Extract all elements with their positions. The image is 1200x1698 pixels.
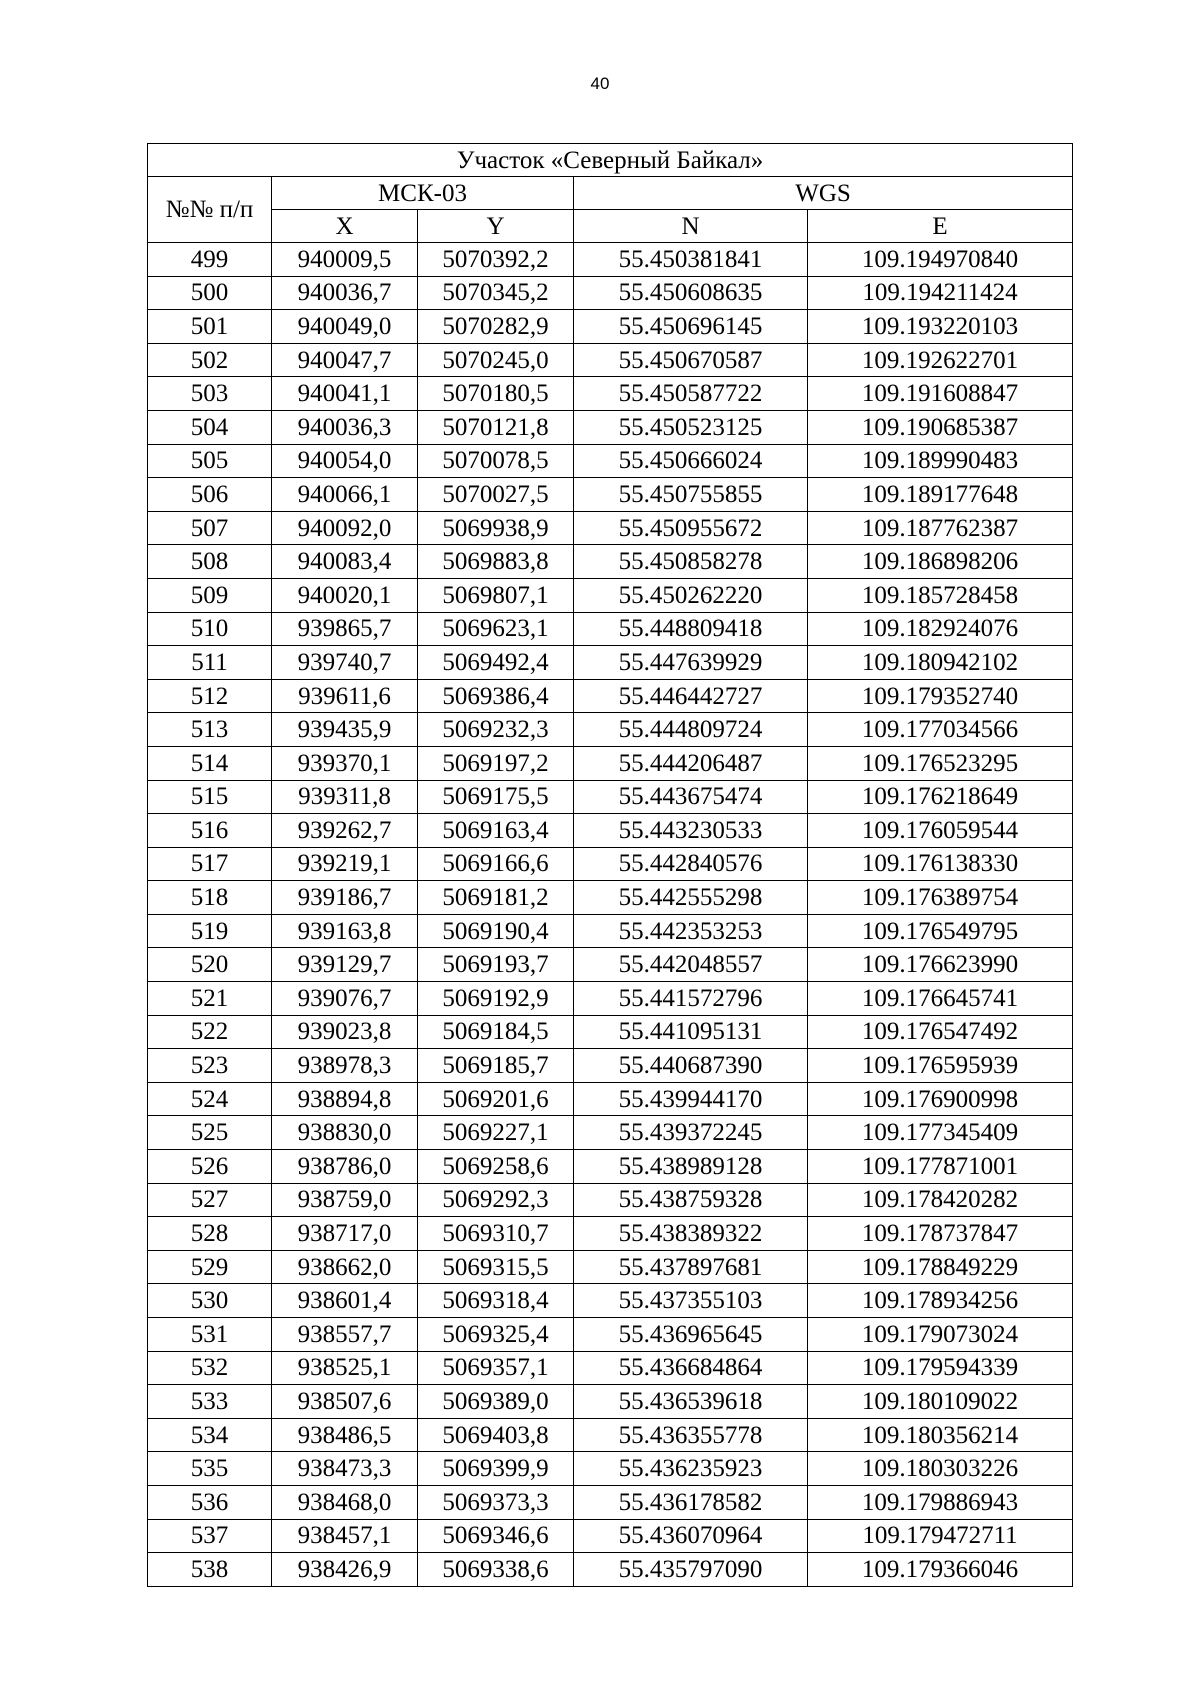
cell-e: 109.179352740 <box>808 679 1073 713</box>
cell-y: 5069193,7 <box>418 948 574 982</box>
cell-x: 938473,3 <box>272 1452 418 1486</box>
cell-x: 939865,7 <box>272 612 418 646</box>
cell-e: 109.176549795 <box>808 914 1073 948</box>
cell-x: 938759,0 <box>272 1183 418 1217</box>
cell-y: 5069175,5 <box>418 780 574 814</box>
cell-y: 5069357,1 <box>418 1351 574 1385</box>
table-row <box>148 1150 1073 1184</box>
cell-x: 939186,7 <box>272 881 418 915</box>
table-row <box>148 343 1073 377</box>
cell-n: 55.450587722 <box>574 377 808 411</box>
cell-number: 502 <box>148 343 272 377</box>
cell-y: 5069399,9 <box>418 1452 574 1486</box>
cell-e: 109.176595939 <box>808 1049 1073 1083</box>
cell-x: 939311,8 <box>272 780 418 814</box>
cell-e: 109.179594339 <box>808 1351 1073 1385</box>
cell-y: 5069192,9 <box>418 982 574 1016</box>
cell-y: 5069166,6 <box>418 847 574 881</box>
cell-x: 939611,6 <box>272 679 418 713</box>
cell-number: 510 <box>148 612 272 646</box>
cell-x: 940054,0 <box>272 444 418 478</box>
cell-e: 109.180356214 <box>808 1418 1073 1452</box>
cell-x: 938786,0 <box>272 1150 418 1184</box>
cell-x: 939370,1 <box>272 746 418 780</box>
table-row <box>148 746 1073 780</box>
cell-number: 515 <box>148 780 272 814</box>
cell-x: 940049,0 <box>272 310 418 344</box>
table-row <box>148 713 1073 747</box>
column-header-e: E <box>808 210 1073 243</box>
table-row <box>148 1385 1073 1419</box>
table-row <box>148 243 1073 277</box>
cell-number: 536 <box>148 1485 272 1519</box>
cell-x: 940083,4 <box>272 545 418 579</box>
table-row <box>148 1284 1073 1318</box>
cell-number: 507 <box>148 511 272 545</box>
cell-e: 109.179366046 <box>808 1553 1073 1587</box>
cell-n: 55.436235923 <box>574 1452 808 1486</box>
cell-y: 5069310,7 <box>418 1217 574 1251</box>
cell-n: 55.446442727 <box>574 679 808 713</box>
cell-number: 524 <box>148 1082 272 1116</box>
cell-y: 5069883,8 <box>418 545 574 579</box>
cell-y: 5069315,5 <box>418 1250 574 1284</box>
group-header-wgs: WGS <box>574 177 1073 210</box>
cell-y: 5069346,6 <box>418 1519 574 1553</box>
cell-n: 55.448809418 <box>574 612 808 646</box>
cell-n: 55.438989128 <box>574 1150 808 1184</box>
cell-number: 535 <box>148 1452 272 1486</box>
cell-n: 55.436539618 <box>574 1385 808 1419</box>
cell-e: 109.179886943 <box>808 1485 1073 1519</box>
cell-n: 55.444206487 <box>574 746 808 780</box>
cell-e: 109.180303226 <box>808 1452 1073 1486</box>
table-row <box>148 1250 1073 1284</box>
cell-n: 55.435797090 <box>574 1553 808 1587</box>
cell-n: 55.450955672 <box>574 511 808 545</box>
cell-y: 5069403,8 <box>418 1418 574 1452</box>
cell-number: 534 <box>148 1418 272 1452</box>
table-row <box>148 578 1073 612</box>
cell-number: 527 <box>148 1183 272 1217</box>
cell-y: 5069227,1 <box>418 1116 574 1150</box>
cell-n: 55.436965645 <box>574 1318 808 1352</box>
cell-number: 511 <box>148 646 272 680</box>
table-row <box>148 310 1073 344</box>
cell-e: 109.176059544 <box>808 814 1073 848</box>
column-header-number: №№ п/п <box>148 177 272 243</box>
cell-number: 519 <box>148 914 272 948</box>
cell-x: 938557,7 <box>272 1318 418 1352</box>
cell-n: 55.442840576 <box>574 847 808 881</box>
cell-n: 55.437355103 <box>574 1284 808 1318</box>
group-header-msk03: МСК-03 <box>272 177 574 210</box>
cell-e: 109.193220103 <box>808 310 1073 344</box>
cell-n: 55.438759328 <box>574 1183 808 1217</box>
cell-e: 109.179472711 <box>808 1519 1073 1553</box>
cell-e: 109.182924076 <box>808 612 1073 646</box>
cell-n: 55.437897681 <box>574 1250 808 1284</box>
cell-y: 5070282,9 <box>418 310 574 344</box>
cell-x: 940047,7 <box>272 343 418 377</box>
cell-number: 518 <box>148 881 272 915</box>
table-row <box>148 276 1073 310</box>
cell-x: 939219,1 <box>272 847 418 881</box>
cell-n: 55.443675474 <box>574 780 808 814</box>
cell-y: 5069338,6 <box>418 1553 574 1587</box>
cell-e: 109.194211424 <box>808 276 1073 310</box>
cell-e: 109.176623990 <box>808 948 1073 982</box>
cell-n: 55.444809724 <box>574 713 808 747</box>
cell-n: 55.439944170 <box>574 1082 808 1116</box>
cell-y: 5069386,4 <box>418 679 574 713</box>
cell-x: 938486,5 <box>272 1418 418 1452</box>
cell-number: 522 <box>148 1015 272 1049</box>
cell-e: 109.179073024 <box>808 1318 1073 1352</box>
table-row <box>148 914 1073 948</box>
cell-e: 109.177871001 <box>808 1150 1073 1184</box>
cell-y: 5069184,5 <box>418 1015 574 1049</box>
cell-e: 109.176900998 <box>808 1082 1073 1116</box>
cell-e: 109.178420282 <box>808 1183 1073 1217</box>
cell-x: 940092,0 <box>272 511 418 545</box>
cell-number: 530 <box>148 1284 272 1318</box>
cell-e: 109.192622701 <box>808 343 1073 377</box>
cell-y: 5069163,4 <box>418 814 574 848</box>
cell-e: 109.191608847 <box>808 377 1073 411</box>
cell-x: 938601,4 <box>272 1284 418 1318</box>
cell-x: 938830,0 <box>272 1116 418 1150</box>
table-row <box>148 881 1073 915</box>
cell-number: 532 <box>148 1351 272 1385</box>
cell-e: 109.180942102 <box>808 646 1073 680</box>
cell-e: 109.186898206 <box>808 545 1073 579</box>
cell-number: 531 <box>148 1318 272 1352</box>
table-row <box>148 1217 1073 1251</box>
cell-x: 939163,8 <box>272 914 418 948</box>
cell-e: 109.180109022 <box>808 1385 1073 1419</box>
cell-e: 109.178849229 <box>808 1250 1073 1284</box>
cell-x: 940036,3 <box>272 410 418 444</box>
column-header-x: X <box>272 210 418 243</box>
cell-e: 109.176138330 <box>808 847 1073 881</box>
cell-y: 5069807,1 <box>418 578 574 612</box>
cell-e: 109.177034566 <box>808 713 1073 747</box>
cell-n: 55.442353253 <box>574 914 808 948</box>
cell-number: 506 <box>148 478 272 512</box>
cell-number: 508 <box>148 545 272 579</box>
cell-x: 939023,8 <box>272 1015 418 1049</box>
cell-number: 505 <box>148 444 272 478</box>
cell-e: 109.177345409 <box>808 1116 1073 1150</box>
column-header-y: Y <box>418 210 574 243</box>
cell-y: 5070121,8 <box>418 410 574 444</box>
cell-n: 55.436070964 <box>574 1519 808 1553</box>
cell-y: 5069201,6 <box>418 1082 574 1116</box>
cell-y: 5069185,7 <box>418 1049 574 1083</box>
cell-n: 55.450696145 <box>574 310 808 344</box>
cell-x: 938457,1 <box>272 1519 418 1553</box>
table-body <box>148 243 1073 1587</box>
cell-n: 55.450858278 <box>574 545 808 579</box>
cell-e: 109.176218649 <box>808 780 1073 814</box>
cell-y: 5070392,2 <box>418 243 574 277</box>
cell-y: 5069389,0 <box>418 1385 574 1419</box>
table-row <box>148 1351 1073 1385</box>
cell-x: 938894,8 <box>272 1082 418 1116</box>
page-number: 40 <box>590 74 610 93</box>
cell-y: 5069197,2 <box>418 746 574 780</box>
cell-number: 504 <box>148 410 272 444</box>
cell-n: 55.450666024 <box>574 444 808 478</box>
cell-y: 5069181,2 <box>418 881 574 915</box>
cell-number: 528 <box>148 1217 272 1251</box>
cell-number: 525 <box>148 1116 272 1150</box>
cell-e: 109.185728458 <box>808 578 1073 612</box>
table-row <box>148 1318 1073 1352</box>
cell-number: 538 <box>148 1553 272 1587</box>
cell-y: 5070027,5 <box>418 478 574 512</box>
cell-x: 938525,1 <box>272 1351 418 1385</box>
coordinates-table <box>147 143 1073 1587</box>
cell-number: 526 <box>148 1150 272 1184</box>
table-row <box>148 1519 1073 1553</box>
cell-y: 5069292,3 <box>418 1183 574 1217</box>
cell-x: 940020,1 <box>272 578 418 612</box>
cell-n: 55.438389322 <box>574 1217 808 1251</box>
table-row <box>148 612 1073 646</box>
cell-n: 55.436355778 <box>574 1418 808 1452</box>
cell-x: 938468,0 <box>272 1485 418 1519</box>
table-row <box>148 1553 1073 1587</box>
cell-x: 938426,9 <box>272 1553 418 1587</box>
cell-number: 523 <box>148 1049 272 1083</box>
table-row <box>148 982 1073 1016</box>
cell-x: 939129,7 <box>272 948 418 982</box>
table-row <box>148 1082 1073 1116</box>
cell-number: 503 <box>148 377 272 411</box>
cell-n: 55.440687390 <box>574 1049 808 1083</box>
table-row <box>148 646 1073 680</box>
table-row <box>148 444 1073 478</box>
cell-y: 5069318,4 <box>418 1284 574 1318</box>
cell-y: 5070345,2 <box>418 276 574 310</box>
table-row <box>148 410 1073 444</box>
cell-n: 55.450755855 <box>574 478 808 512</box>
cell-y: 5070245,0 <box>418 343 574 377</box>
cell-number: 521 <box>148 982 272 1016</box>
cell-y: 5070180,5 <box>418 377 574 411</box>
table-row <box>148 377 1073 411</box>
cell-y: 5069373,3 <box>418 1485 574 1519</box>
cell-x: 940009,5 <box>272 243 418 277</box>
cell-n: 55.442048557 <box>574 948 808 982</box>
cell-n: 55.442555298 <box>574 881 808 915</box>
cell-n: 55.443230533 <box>574 814 808 848</box>
table-row <box>148 1452 1073 1486</box>
cell-n: 55.450381841 <box>574 243 808 277</box>
cell-e: 109.178934256 <box>808 1284 1073 1318</box>
cell-y: 5069492,4 <box>418 646 574 680</box>
table-row <box>148 847 1073 881</box>
cell-x: 940036,7 <box>272 276 418 310</box>
cell-x: 940066,1 <box>272 478 418 512</box>
cell-y: 5069938,9 <box>418 511 574 545</box>
cell-e: 109.176523295 <box>808 746 1073 780</box>
cell-n: 55.450608635 <box>574 276 808 310</box>
table-title: Участок «Северный Байкал» <box>148 144 1073 177</box>
cell-n: 55.436684864 <box>574 1351 808 1385</box>
cell-number: 499 <box>148 243 272 277</box>
cell-n: 55.441572796 <box>574 982 808 1016</box>
table-row <box>148 948 1073 982</box>
cell-n: 55.450670587 <box>574 343 808 377</box>
cell-number: 537 <box>148 1519 272 1553</box>
table-row <box>148 1015 1073 1049</box>
cell-number: 512 <box>148 679 272 713</box>
cell-e: 109.189177648 <box>808 478 1073 512</box>
table-row <box>148 679 1073 713</box>
cell-x: 940041,1 <box>272 377 418 411</box>
cell-x: 939740,7 <box>272 646 418 680</box>
cell-number: 501 <box>148 310 272 344</box>
cell-n: 55.439372245 <box>574 1116 808 1150</box>
cell-e: 109.194970840 <box>808 243 1073 277</box>
cell-number: 513 <box>148 713 272 747</box>
cell-number: 520 <box>148 948 272 982</box>
cell-number: 516 <box>148 814 272 848</box>
cell-y: 5070078,5 <box>418 444 574 478</box>
cell-x: 939076,7 <box>272 982 418 1016</box>
table-row <box>148 545 1073 579</box>
cell-e: 109.189990483 <box>808 444 1073 478</box>
cell-e: 109.176547492 <box>808 1015 1073 1049</box>
cell-y: 5069190,4 <box>418 914 574 948</box>
table-row <box>148 1116 1073 1150</box>
cell-e: 109.176645741 <box>808 982 1073 1016</box>
cell-number: 529 <box>148 1250 272 1284</box>
cell-number: 514 <box>148 746 272 780</box>
cell-x: 938507,6 <box>272 1385 418 1419</box>
cell-e: 109.190685387 <box>808 410 1073 444</box>
table-row <box>148 1049 1073 1083</box>
cell-e: 109.178737847 <box>808 1217 1073 1251</box>
cell-number: 517 <box>148 847 272 881</box>
cell-x: 938717,0 <box>272 1217 418 1251</box>
cell-x: 939262,7 <box>272 814 418 848</box>
cell-y: 5069623,1 <box>418 612 574 646</box>
cell-y: 5069258,6 <box>418 1150 574 1184</box>
table-row <box>148 1485 1073 1519</box>
table-row <box>148 1183 1073 1217</box>
table-row <box>148 1418 1073 1452</box>
cell-x: 939435,9 <box>272 713 418 747</box>
cell-e: 109.176389754 <box>808 881 1073 915</box>
cell-n: 55.436178582 <box>574 1485 808 1519</box>
column-header-n: N <box>574 210 808 243</box>
cell-n: 55.450523125 <box>574 410 808 444</box>
table-row <box>148 780 1073 814</box>
cell-n: 55.447639929 <box>574 646 808 680</box>
cell-x: 938662,0 <box>272 1250 418 1284</box>
table-row <box>148 814 1073 848</box>
cell-y: 5069325,4 <box>418 1318 574 1352</box>
table-row <box>148 478 1073 512</box>
cell-number: 533 <box>148 1385 272 1419</box>
cell-e: 109.187762387 <box>808 511 1073 545</box>
table-row <box>148 511 1073 545</box>
cell-n: 55.450262220 <box>574 578 808 612</box>
cell-number: 509 <box>148 578 272 612</box>
cell-x: 938978,3 <box>272 1049 418 1083</box>
cell-n: 55.441095131 <box>574 1015 808 1049</box>
cell-number: 500 <box>148 276 272 310</box>
cell-y: 5069232,3 <box>418 713 574 747</box>
